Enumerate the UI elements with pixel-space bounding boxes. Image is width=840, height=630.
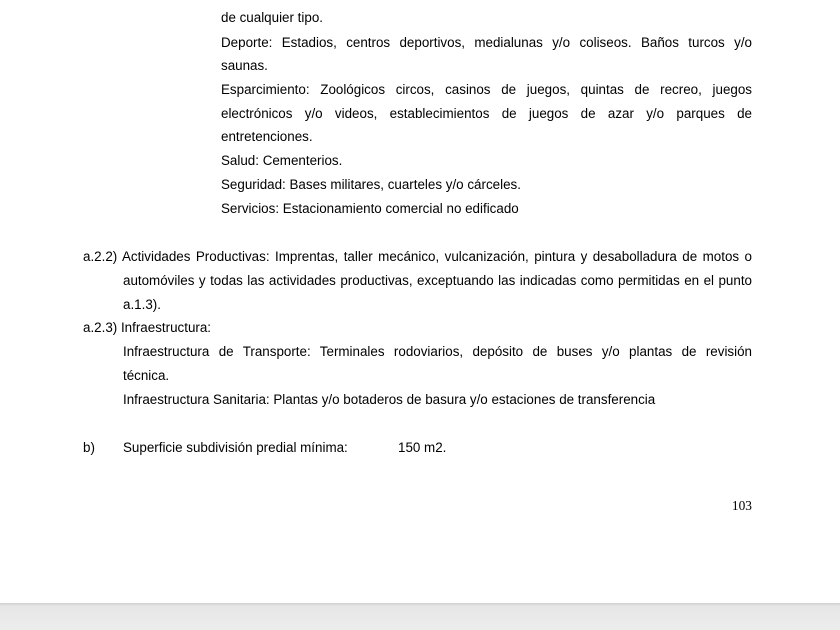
text-esparcimiento-2: electrónicos y/o videos, establecimientos de juegos de azar y/o parques de	[221, 106, 752, 121]
text-b-label: b)	[83, 440, 95, 455]
text-a223-heading: a.2.3) Infraestructura:	[83, 320, 212, 335]
text-esparcimiento-3: entretenciones.	[221, 129, 313, 144]
text-a223-transporte-1: Infraestructura de Transporte: Terminales rodoviarios, depósito de buses y/o plantas de revisión	[123, 344, 752, 359]
text-b-description: Superficie subdivisión predial mínima:	[123, 440, 348, 455]
text-esparcimiento-1: Esparcimiento: Zoológicos circos, casinos de juegos, quintas de recreo, juegos	[221, 82, 752, 97]
text-salud: Salud: Cementerios.	[221, 153, 343, 168]
text-a223-transporte-2: técnica.	[123, 368, 170, 383]
viewer-page-gap	[0, 603, 840, 630]
text-a222-line2: automóviles y todas las actividades productivas, exceptuando las indicadas como permitidas en el punto	[123, 273, 752, 288]
page-number: 103	[731, 498, 752, 513]
text-servicios: Servicios: Estacionamiento comercial no edificado	[221, 201, 519, 216]
text-seguridad: Seguridad: Bases militares, cuarteles y/o cárceles.	[221, 177, 521, 192]
text-a222-line3: a.1.3).	[123, 297, 161, 312]
text-deporte-2: saunas.	[221, 58, 268, 73]
text-line-cut: de cualquier tipo.	[221, 10, 323, 25]
text-deporte-1: Deporte: Estadios, centros deportivos, medialunas y/o coliseos. Baños turcos y/o	[221, 35, 752, 50]
text-a223-sanitaria: Infraestructura Sanitaria: Plantas y/o botaderos de basura y/o estaciones de transferencia	[123, 392, 656, 407]
text-b-value: 150 m2.	[398, 440, 447, 455]
text-a222-line1: a.2.2) Actividades Productivas: Imprentas, taller mecánico, vulcanización, pintura y desabolladura de motos o	[83, 249, 752, 264]
